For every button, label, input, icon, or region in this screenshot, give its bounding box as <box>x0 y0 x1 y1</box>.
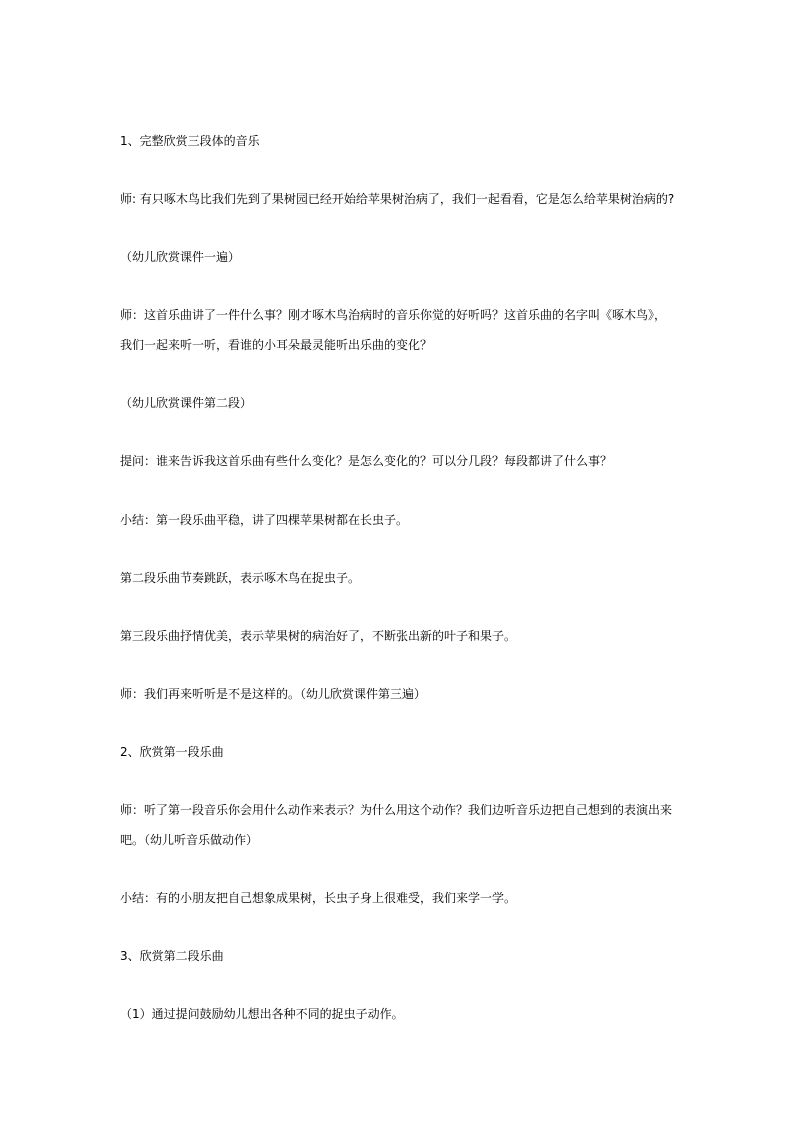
paragraph-summary-first: 小结：第一段乐曲平稳，讲了四棵苹果树都在长虫子。 <box>120 513 409 527</box>
paragraph-question: 提问：谁来告诉我这首乐曲有些什么变化？是怎么变化的？可以分几段？每段都讲了什么事？ <box>120 454 613 468</box>
paragraph-note-second-viewing: （幼儿欣赏课件第二段） <box>120 396 253 410</box>
paragraph-teacher-movement: 师：听了第一段音乐你会用什么动作来表示？为什么用这个动作？我们边听音乐边把自己想到的表演出来吧。（幼儿听音乐做动作） <box>120 803 673 847</box>
paragraph-summary-trees: 小结：有的小朋友把自己想象成果树，长虫子身上很难受，我们来学一学。 <box>120 891 517 905</box>
section-heading-2: 2、欣赏第一段乐曲 <box>120 745 224 759</box>
paragraph-summary-second: 第二段乐曲节奏跳跃，表示啄木鸟在捉虫子。 <box>120 571 361 585</box>
section-heading-3: 3、欣赏第二段乐曲 <box>120 949 224 963</box>
paragraph-teacher-question: 师：这首乐曲讲了一件什么事？刚才啄木鸟治病时的音乐你觉的好听吗？这首乐曲的名字叫《啄木鸟》，我们一起来听一听，看谁的小耳朵最灵能听出乐曲的变化？ <box>120 308 667 352</box>
paragraph-note-first-viewing: （幼儿欣赏课件一遍） <box>120 250 241 264</box>
paragraph-summary-third: 第三段乐曲抒情优美，表示苹果树的病治好了，不断张出新的叶子和果子。 <box>120 629 517 643</box>
list-item-1: （1）通过提问鼓励幼儿想出各种不同的捉虫子动作。 <box>120 1007 404 1021</box>
paragraph-teacher-intro: 师: 有只啄木鸟比我们先到了果树园已经开始给苹果树治病了，我们一起看看，它是怎么给苹果树治病的? <box>120 192 675 206</box>
section-heading-1: 1、完整欣赏三段体的音乐 <box>120 134 260 148</box>
paragraph-teacher-relisten: 师：我们再来听听是不是这样的。（幼儿欣赏课件第三遍） <box>120 687 427 701</box>
